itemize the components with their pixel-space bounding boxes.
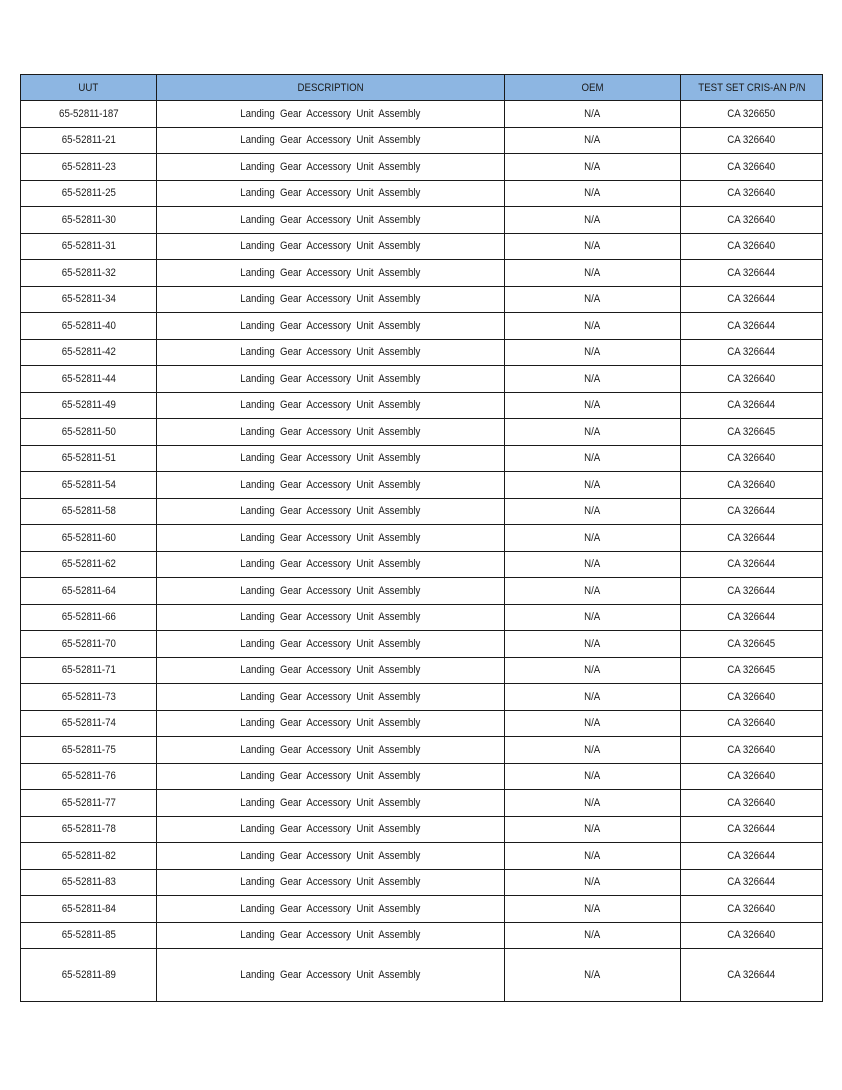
- cell-uut: 65-52811-21: [21, 127, 157, 154]
- table-row: [21, 392, 823, 419]
- cell-oem: N/A: [505, 684, 681, 711]
- cell-uut: 65-52811-30: [21, 207, 157, 234]
- cell-oem: N/A: [505, 419, 681, 446]
- table-row: [21, 896, 823, 923]
- header-test-set: TEST SET CRIS-AN P/N: [681, 75, 823, 101]
- header-oem: OEM: [505, 75, 681, 101]
- cell-oem: N/A: [505, 551, 681, 578]
- cell-test-set: CA 326640: [681, 366, 823, 393]
- cell-oem: N/A: [505, 260, 681, 287]
- cell-oem: N/A: [505, 631, 681, 658]
- cell-description: Landing Gear Accessory Unit Assembly: [157, 207, 505, 234]
- cell-oem: N/A: [505, 127, 681, 154]
- table-row: [21, 260, 823, 287]
- table-row: [21, 710, 823, 737]
- table-row: [21, 366, 823, 393]
- cell-uut: 65-52811-54: [21, 472, 157, 499]
- cell-uut: 65-52811-66: [21, 604, 157, 631]
- cell-test-set: CA 326644: [681, 843, 823, 870]
- cell-test-set: CA 326644: [681, 816, 823, 843]
- cell-uut: 65-52811-50: [21, 419, 157, 446]
- table-row: [21, 472, 823, 499]
- cell-uut: 65-52811-49: [21, 392, 157, 419]
- cell-oem: N/A: [505, 657, 681, 684]
- cell-test-set: CA 326640: [681, 207, 823, 234]
- cell-description: Landing Gear Accessory Unit Assembly: [157, 790, 505, 817]
- cell-oem: N/A: [505, 233, 681, 260]
- cell-uut: 65-52811-25: [21, 180, 157, 207]
- cell-description: Landing Gear Accessory Unit Assembly: [157, 260, 505, 287]
- cell-oem: N/A: [505, 498, 681, 525]
- cell-description: Landing Gear Accessory Unit Assembly: [157, 551, 505, 578]
- cell-uut: 65-52811-73: [21, 684, 157, 711]
- cell-test-set: CA 326644: [681, 392, 823, 419]
- cell-test-set: CA 326640: [681, 896, 823, 923]
- cell-description: Landing Gear Accessory Unit Assembly: [157, 710, 505, 737]
- cell-description: Landing Gear Accessory Unit Assembly: [157, 816, 505, 843]
- cell-oem: N/A: [505, 180, 681, 207]
- cell-description: Landing Gear Accessory Unit Assembly: [157, 949, 505, 1002]
- cell-test-set: CA 326644: [681, 578, 823, 605]
- cell-test-set: CA 326644: [681, 339, 823, 366]
- cell-test-set: CA 326644: [681, 313, 823, 340]
- cell-test-set: CA 326644: [681, 525, 823, 552]
- cell-uut: 65-52811-51: [21, 445, 157, 472]
- cell-test-set: CA 326640: [681, 445, 823, 472]
- cell-oem: N/A: [505, 445, 681, 472]
- table-row: [21, 551, 823, 578]
- cell-description: Landing Gear Accessory Unit Assembly: [157, 419, 505, 446]
- cell-oem: N/A: [505, 843, 681, 870]
- cell-test-set: CA 326645: [681, 419, 823, 446]
- table-row: [21, 339, 823, 366]
- cell-description: Landing Gear Accessory Unit Assembly: [157, 843, 505, 870]
- cell-oem: N/A: [505, 313, 681, 340]
- cell-uut: 65-52811-58: [21, 498, 157, 525]
- cell-test-set: CA 326640: [681, 180, 823, 207]
- cell-oem: N/A: [505, 286, 681, 313]
- cell-uut: 65-52811-64: [21, 578, 157, 605]
- table-row: [21, 684, 823, 711]
- table-row: [21, 286, 823, 313]
- cell-uut: 65-52811-77: [21, 790, 157, 817]
- header-row: [21, 75, 823, 101]
- header-uut: UUT: [21, 75, 157, 101]
- cell-description: Landing Gear Accessory Unit Assembly: [157, 922, 505, 949]
- cell-description: Landing Gear Accessory Unit Assembly: [157, 339, 505, 366]
- cell-test-set: CA 326640: [681, 684, 823, 711]
- cell-test-set: CA 326644: [681, 604, 823, 631]
- cell-test-set: CA 326640: [681, 710, 823, 737]
- cell-oem: N/A: [505, 896, 681, 923]
- cell-oem: N/A: [505, 737, 681, 764]
- cell-test-set: CA 326644: [681, 260, 823, 287]
- cell-test-set: CA 326644: [681, 286, 823, 313]
- cell-description: Landing Gear Accessory Unit Assembly: [157, 578, 505, 605]
- cell-uut: 65-52811-71: [21, 657, 157, 684]
- table-row: [21, 233, 823, 260]
- cell-oem: N/A: [505, 922, 681, 949]
- cell-test-set: CA 326640: [681, 472, 823, 499]
- cell-oem: N/A: [505, 790, 681, 817]
- cell-oem: N/A: [505, 525, 681, 552]
- table-row: [21, 101, 823, 128]
- cell-test-set: CA 326644: [681, 498, 823, 525]
- table-row: [21, 604, 823, 631]
- table-row: [21, 578, 823, 605]
- cell-description: Landing Gear Accessory Unit Assembly: [157, 392, 505, 419]
- cell-description: Landing Gear Accessory Unit Assembly: [157, 101, 505, 128]
- cell-uut: 65-52811-85: [21, 922, 157, 949]
- cell-test-set: CA 326640: [681, 922, 823, 949]
- cell-test-set: CA 326645: [681, 657, 823, 684]
- cell-uut: 65-52811-70: [21, 631, 157, 658]
- cell-description: Landing Gear Accessory Unit Assembly: [157, 366, 505, 393]
- cell-description: Landing Gear Accessory Unit Assembly: [157, 472, 505, 499]
- cell-oem: N/A: [505, 816, 681, 843]
- cell-description: Landing Gear Accessory Unit Assembly: [157, 896, 505, 923]
- cell-oem: N/A: [505, 869, 681, 896]
- table-row: [21, 657, 823, 684]
- cell-description: Landing Gear Accessory Unit Assembly: [157, 869, 505, 896]
- cell-oem: N/A: [505, 710, 681, 737]
- cell-test-set: CA 326644: [681, 869, 823, 896]
- cell-description: Landing Gear Accessory Unit Assembly: [157, 233, 505, 260]
- cell-oem: N/A: [505, 763, 681, 790]
- cell-description: Landing Gear Accessory Unit Assembly: [157, 445, 505, 472]
- cell-test-set: CA 326644: [681, 551, 823, 578]
- cell-oem: N/A: [505, 207, 681, 234]
- cell-uut: 65-52811-42: [21, 339, 157, 366]
- cell-test-set: CA 326640: [681, 737, 823, 764]
- cell-description: Landing Gear Accessory Unit Assembly: [157, 286, 505, 313]
- cell-description: Landing Gear Accessory Unit Assembly: [157, 127, 505, 154]
- table-body: [21, 101, 823, 1002]
- cell-description: Landing Gear Accessory Unit Assembly: [157, 737, 505, 764]
- table-row: [21, 869, 823, 896]
- header-description: DESCRIPTION: [157, 75, 505, 101]
- cell-uut: 65-52811-187: [21, 101, 157, 128]
- cell-uut: 65-52811-60: [21, 525, 157, 552]
- cell-test-set: CA 326644: [681, 949, 823, 1002]
- cell-description: Landing Gear Accessory Unit Assembly: [157, 154, 505, 181]
- cell-description: Landing Gear Accessory Unit Assembly: [157, 631, 505, 658]
- cell-uut: 65-52811-34: [21, 286, 157, 313]
- cell-description: Landing Gear Accessory Unit Assembly: [157, 498, 505, 525]
- table-row: [21, 419, 823, 446]
- table-row: [21, 790, 823, 817]
- cell-oem: N/A: [505, 949, 681, 1002]
- table-row: [21, 313, 823, 340]
- cell-description: Landing Gear Accessory Unit Assembly: [157, 180, 505, 207]
- table-row: [21, 949, 823, 1002]
- cell-uut: 65-52811-32: [21, 260, 157, 287]
- cell-uut: 65-52811-44: [21, 366, 157, 393]
- cell-oem: N/A: [505, 604, 681, 631]
- table-row: [21, 737, 823, 764]
- cell-test-set: CA 326640: [681, 763, 823, 790]
- table-row: [21, 207, 823, 234]
- cell-description: Landing Gear Accessory Unit Assembly: [157, 604, 505, 631]
- cell-uut: 65-52811-62: [21, 551, 157, 578]
- cell-uut: 65-52811-78: [21, 816, 157, 843]
- cell-uut: 65-52811-40: [21, 313, 157, 340]
- cell-uut: 65-52811-82: [21, 843, 157, 870]
- table-row: [21, 922, 823, 949]
- table-row: [21, 498, 823, 525]
- cell-uut: 65-52811-31: [21, 233, 157, 260]
- table-row: [21, 816, 823, 843]
- cell-oem: N/A: [505, 101, 681, 128]
- table-row: [21, 154, 823, 181]
- table-row: [21, 525, 823, 552]
- cell-oem: N/A: [505, 339, 681, 366]
- table-row: [21, 180, 823, 207]
- cell-oem: N/A: [505, 578, 681, 605]
- cell-test-set: CA 326645: [681, 631, 823, 658]
- cell-uut: 65-52811-76: [21, 763, 157, 790]
- cell-uut: 65-52811-84: [21, 896, 157, 923]
- cell-test-set: CA 326650: [681, 101, 823, 128]
- parts-table: [20, 74, 823, 1002]
- cell-uut: 65-52811-75: [21, 737, 157, 764]
- table-row: [21, 445, 823, 472]
- cell-oem: N/A: [505, 366, 681, 393]
- cell-oem: N/A: [505, 472, 681, 499]
- cell-description: Landing Gear Accessory Unit Assembly: [157, 525, 505, 552]
- cell-oem: N/A: [505, 154, 681, 181]
- cell-uut: 65-52811-83: [21, 869, 157, 896]
- cell-oem: N/A: [505, 392, 681, 419]
- cell-test-set: CA 326640: [681, 790, 823, 817]
- cell-description: Landing Gear Accessory Unit Assembly: [157, 763, 505, 790]
- table-row: [21, 127, 823, 154]
- cell-description: Landing Gear Accessory Unit Assembly: [157, 657, 505, 684]
- cell-uut: 65-52811-74: [21, 710, 157, 737]
- table-row: [21, 843, 823, 870]
- cell-test-set: CA 326640: [681, 233, 823, 260]
- cell-uut: 65-52811-89: [21, 949, 157, 1002]
- cell-description: Landing Gear Accessory Unit Assembly: [157, 313, 505, 340]
- cell-test-set: CA 326640: [681, 127, 823, 154]
- cell-test-set: CA 326640: [681, 154, 823, 181]
- cell-uut: 65-52811-23: [21, 154, 157, 181]
- table-row: [21, 631, 823, 658]
- cell-description: Landing Gear Accessory Unit Assembly: [157, 684, 505, 711]
- table-row: [21, 763, 823, 790]
